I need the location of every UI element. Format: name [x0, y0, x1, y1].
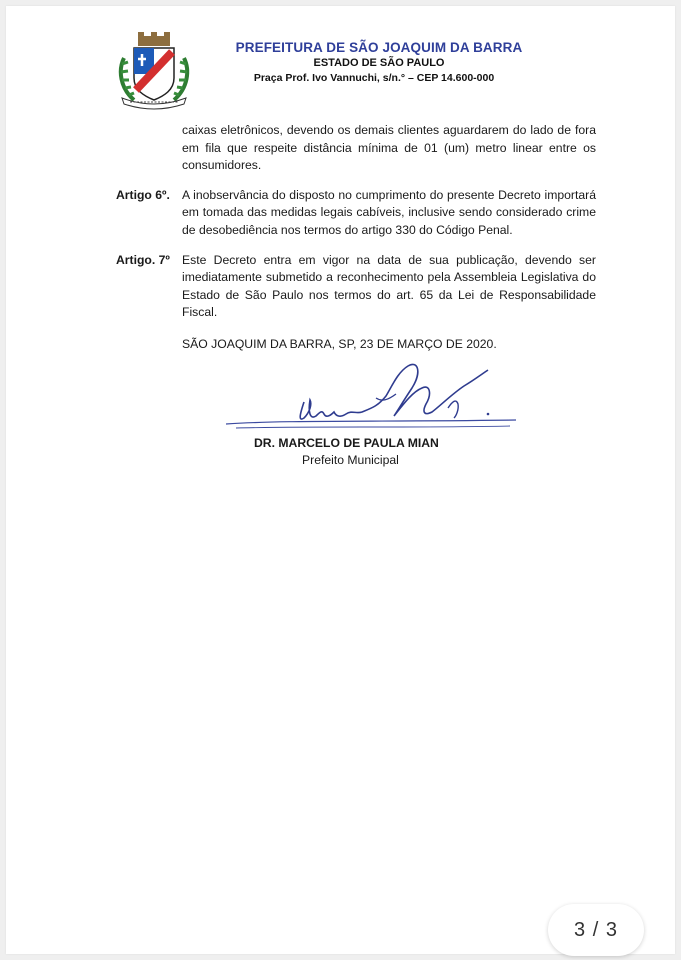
coat-of-arms-icon	[114, 30, 194, 110]
article-label: Artigo 6º.	[116, 187, 170, 202]
signatory-role: Prefeito Municipal	[302, 453, 399, 467]
article-7	[116, 252, 596, 322]
continued-paragraph: caixas eletrônicos, devendo os demais clientes aguardarem do lado de fora em fila que respeite distância mínima de 01 (um) metro linear entre os consumidores.	[182, 123, 596, 173]
article-label: Artigo. 7º	[116, 252, 170, 267]
municipality-title: PREFEITURA DE SÃO JOAQUIM DA BARRA	[235, 40, 523, 55]
handwritten-signature	[226, 358, 526, 438]
state-name: ESTADO DE SÃO PAULO	[313, 57, 445, 69]
article-text: A inobservância do disposto no cumprimento do presente Decreto importará em tomada das medidas legais cabíveis, inclusive sendo considerado crime de desobediência nos termos do artigo 330 do Código Penal.	[182, 187, 596, 237]
dateline: SÃO JOAQUIM DA BARRA, SP, 23 DE MARÇO DE 2020.	[182, 336, 497, 351]
document-page	[6, 6, 675, 954]
letterhead	[114, 30, 544, 110]
letterhead-text	[214, 40, 544, 84]
signatory-name: DR. MARCELO DE PAULA MIAN	[254, 436, 439, 450]
decree-body	[116, 122, 596, 354]
page-indicator: 3 / 3	[548, 904, 644, 956]
article-text: Este Decreto entra em vigor na data de sua publicação, devendo ser imediatamente submetido a reconhecimento pela Assembleia Legislativa do Estado de São Paulo nos termos do art. 65 da Lei de Responsabilidade Fiscal.	[182, 252, 596, 320]
article-6	[116, 187, 596, 240]
municipality-address: Praça Prof. Ivo Vannuchi, s/n.° – CEP 14.600-000	[253, 72, 495, 84]
